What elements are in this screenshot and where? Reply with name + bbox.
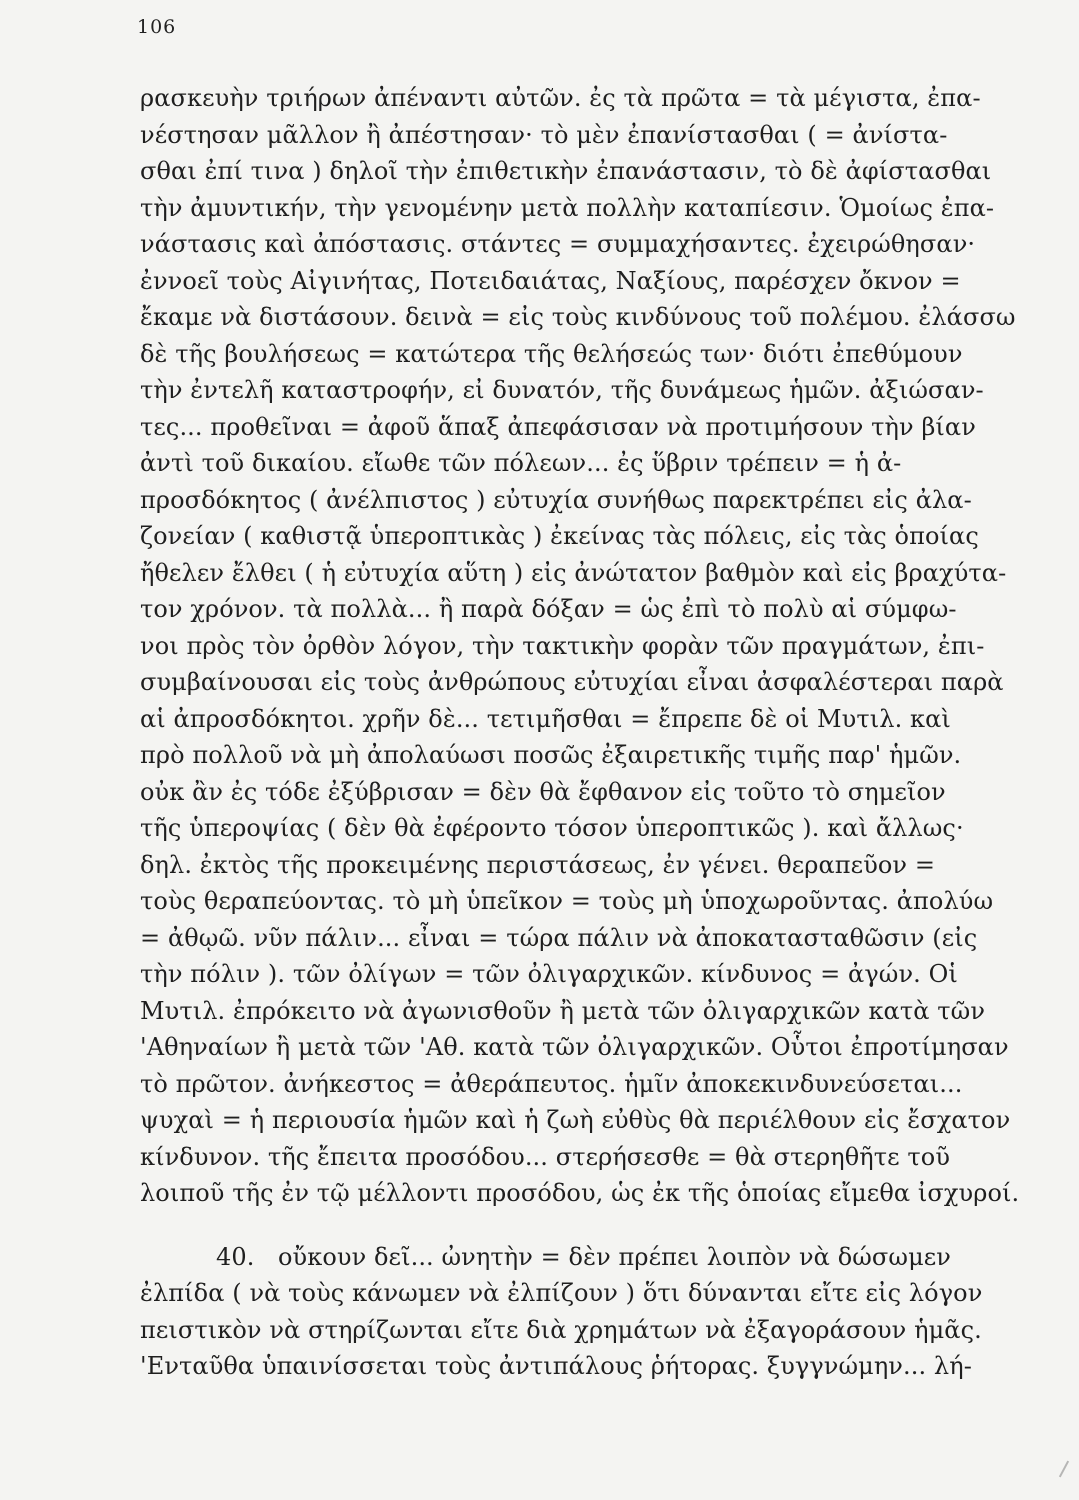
text-line: σθαι ἐπί τινα ) δηλοῖ τὴν ἐπιθετικὴν ἐπανάστασιν, τὸ δὲ ἀφίστασθαι <box>140 157 992 185</box>
text-line: 'Αθηναίων ἢ μετὰ τῶν 'Αθ. κατὰ τῶν ὀλιγαρχικῶν. Οὗτοι ἐπροτίμησαν <box>140 1033 1009 1061</box>
text-line: τὴν ἐντελῆ καταστροφήν, εἰ δυνατόν, τῆς δυνάμεως ἡμῶν. ἀξιώσαν- <box>140 376 984 404</box>
text-line: νάστασις καὶ ἀπόστασις. στάντες = συμμαχήσαντες. ἐχειρώθησαν· <box>140 230 976 258</box>
text-line: ἐννοεῖ τοὺς Αἰγινήτας, Ποτειδαιάτας, Ναξίους, παρέσχεν ὄκνον = <box>140 266 961 295</box>
paragraph-number: 40. <box>216 1242 255 1271</box>
text-line: = ἀθῳῶ. νῦν πάλιν... εἶναι = τώρα πάλιν νὰ ἀποκατασταθῶσιν (εἰς <box>140 923 978 952</box>
text-line: αἱ ἀπροσδόκητοι. χρῆν δὲ... τετιμῆσθαι = ἔπρεπε δὲ οἱ Μυτιλ. καὶ <box>140 704 951 733</box>
text-line: οὐκ ἂν ἐς τόδε ἐξύβρισαν = δὲν θὰ ἔφθανον εἰς τοῦτο τὸ σημεῖον <box>140 777 946 806</box>
paragraph-line: πειστικὸν νὰ στηρίζωνται εἴτε διὰ χρημάτων νὰ ἐξαγοράσουν ἡμᾶς. <box>140 1315 982 1344</box>
text-line: τες... προθεῖναι = ἀφοῦ ἅπαξ ἀπεφάσισαν νὰ προτιμήσουν τὴν βίαν <box>140 412 976 441</box>
text-line: Μυτιλ. ἐπρόκειτο νὰ ἀγωνισθοῦν ἢ μετὰ τῶν ὀλιγαρχικῶν κατὰ τῶν <box>140 996 986 1025</box>
text-line: τὴν πόλιν ). τῶν ὀλίγων = τῶν ὀλιγαρχικῶν. κίνδυνος = ἀγών. Οἱ <box>140 960 958 988</box>
text-line: νέστησαν μᾶλλον ἢ ἀπέστησαν· τὸ μὲν ἐπανίστασθαι ( = ἀνίστα- <box>140 120 948 149</box>
text-line: τον χρόνον. τὰ πολλὰ... ἢ παρὰ δόξαν = ὡς ἐπὶ τὸ πολὺ αἱ σύμφω- <box>140 595 957 623</box>
text-line: ψυχαὶ = ἡ περιουσία ἡμῶν καὶ ἡ ζωὴ εὐθὺς θὰ περιέλθουν εἰς ἔσχατον <box>140 1106 1011 1134</box>
text-line: συμβαίνουσαι εἰς τοὺς ἀνθρώπους εὐτυχίαι εἶναι ἀσφαλέστεραι παρὰ <box>140 668 1004 696</box>
text-line: τῆς ὑπεροψίας ( δὲν θὰ ἐφέροντο τόσον ὑπεροπτικῶς ). καὶ ἄλλως· <box>140 814 964 842</box>
text-line: λοιποῦ τῆς ἐν τῷ μέλλοντι προσόδου, ὡς ἐκ τῆς ὁποίας εἴμεθα ἰσχυροί. <box>140 1179 1020 1207</box>
text-line: ἤθελεν ἔλθει ( ἡ εὐτυχία αὕτη ) εἰς ἀνώτατον βαθμὸν καὶ εἰς βραχύτα- <box>140 558 1007 587</box>
text-line: κίνδυνον. τῆς ἔπειτα προσόδου... στερήσεσθε = θὰ στερηθῆτε τοῦ <box>140 1142 951 1171</box>
paragraph-line: 'Ενταῦθα ὑπαινίσσεται τοὺς ἀντιπάλους ῥήτορας. ξυγγνώμην... λή- <box>140 1352 972 1380</box>
text-line: τοὺς θεραπεύοντας. τὸ μὴ ὑπεῖκον = τοὺς μὴ ὑποχωροῦντας. ἀπολύω <box>140 887 994 915</box>
text-line: νοι πρὸς τὸν ὀρθὸν λόγον, τὴν τακτικὴν φορὰν τῶν πραγμάτων, ἐπι- <box>140 631 985 660</box>
paragraph-first-line <box>140 1239 1025 1276</box>
text-line: τὴν ἀμυντικήν, τὴν γενομένην μετὰ πολλὴν καταπίεσιν. Ὁμοίως ἐπα- <box>140 193 995 222</box>
paragraph-line: οὔκουν δεῖ... ὠνητὴν = δὲν πρέπει λοιπὸν νὰ δώσωμεν <box>278 1242 951 1271</box>
text-line: ἔκαμε νὰ διστάσουν. δεινὰ = εἰς τοὺς κινδύνους τοῦ πολέμου. ἐλάσσω <box>140 303 1016 331</box>
text-line: δηλ. ἐκτὸς τῆς προκειμένης περιστάσεως, ἐν γένει. θεραπεῦον = <box>140 850 936 879</box>
text-line: ζονείαν ( καθιστᾷ ὑπεροπτικὰς ) ἐκείνας τὰς πόλεις, εἰς τὰς ὁποίας <box>140 522 979 550</box>
page-number: 106 <box>137 16 177 38</box>
text-line: ἀντὶ τοῦ δικαίου. εἴωθε τῶν πόλεων... ἐς ὕβριν τρέπειν = ἡ ἀ- <box>140 449 902 477</box>
text-line: τὸ πρῶτον. ἀνήκεστος = ἀθεράπευτος. ἡμῖν ἀποκεκινδυνεύσεται... <box>140 1069 963 1098</box>
paragraph-line: ἐλπίδα ( νὰ τοὺς κάνωμεν νὰ ἐλπίζουν ) ὅτι δύνανται εἴτε εἰς λόγον <box>140 1279 983 1307</box>
commentary-text <box>140 80 1025 1385</box>
scan-mark <box>1059 1461 1069 1478</box>
text-line: δὲ τῆς βουλήσεως = κατώτερα τῆς θελήσεώς των· διότι ἐπεθύμουν <box>140 339 963 368</box>
text-line: πρὸ πολλοῦ νὰ μὴ ἀπολαύωσι ποσῶς ἐξαιρετικῆς τιμῆς παρ' ἡμῶν. <box>140 741 962 769</box>
text-line: προσδόκητος ( ἀνέλπιστος ) εὐτυχία συνήθως παρεκτρέπει εἰς ἀλα- <box>140 485 972 514</box>
text-line: ρασκευὴν τριήρων ἀπέναντι αὐτῶν. ἐς τὰ πρῶτα = τὰ μέγιστα, ἐπα- <box>140 84 981 112</box>
